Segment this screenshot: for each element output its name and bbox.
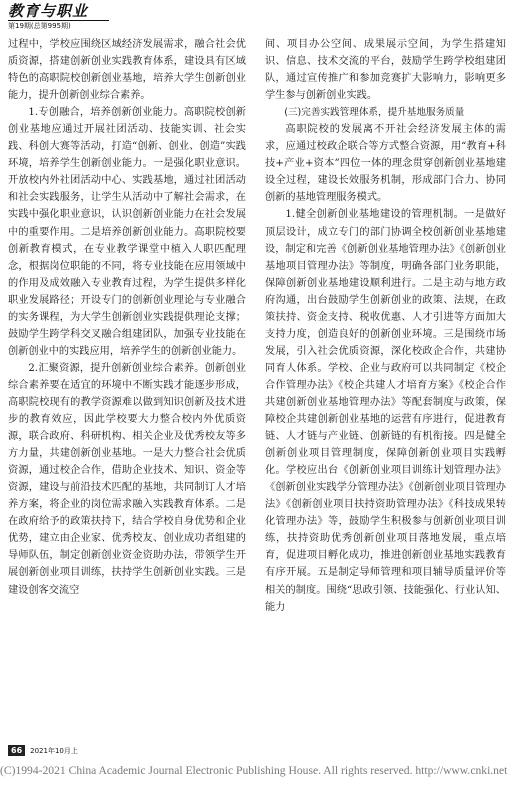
journal-masthead	[8, 3, 109, 29]
left-column	[8, 36, 246, 599]
journal-title: 教育与职业	[8, 2, 89, 20]
paragraph: 1.健全创新创业基地建设的管理机制。一是做好顶层设计，成立专门的部门协调全校创新创业基地建设，制定和完善《创新创业基地管理办法》《创新创业基地项目管理办法》等制度，明确各部门业务职能，保障创新创业基地建设顺利进行。二是主动与地方政府沟通，出台鼓励学生创新创业的政策、法规，在政策扶持、资金支持、税收优惠、人才引进等方面加大支持力度，创造良好的创新创业环境。三是围绕市场发展，引入社会优质资源，深化校政企合作，共建协同育人体系。学校、企业与政府可以共同制定《校企合作管理办法》《校企共建人才培育方案》《校企合作共建创新创业基地管理办法》等配套制度与政策，保障校企共建创新创业基地的运营有序进行，促进教育链、人才链与产业链、创新链的有机衔接。四是健全创新创业项目管理制度，保障创新创业项目实践孵化。学校应出台《创新创业项目训练计划管理办法》《创新创业实践学分管理办法》《创新创业项目管理办法》《创新创业项目扶持资助管理办法》《科技成果转化管理办法》等，鼓励学生积极参与创新创业项目训练，扶持资助优秀创新创业项目落地发展，重点培育，促进项目孵化成功，推进创新创业基地实践教育有序开展。五是制定导师管理和项目辅导质量评价等相关的制度。围绕“思政引领、技能强化、行业认知、能力	[265, 209, 506, 613]
right-column	[265, 36, 506, 616]
paragraph: 间、项目办公空间、成果展示空间，为学生搭建知识、信息、技术交流的平台，鼓励学生跨学校组建团队，通过宣传推广和参加竞赛扩大影响力，影响更多学生参与创新创业实践。	[265, 39, 506, 102]
section-subheading: (三)完善实践管理体系，提升基地服务质量	[284, 107, 465, 119]
paragraph: 1.专创融合，培养创新创业能力。高职院校创新创业基地应通过开展社团活动、技能实训、社会实践、科创大赛等活动，打造“创新、创业、创造”实践环境，培养学生创新创业能力。一是强化职业意识。开放校内外社团活动中心、实践基地，通过社团活动和社会实践服务，让学生从活动中了解社会需求，在实践中强化职业意识，认识创新创业能力在社会发展中的重要作用。二是培养创新创业能力。高职院校要创新教育模式，在专业教学课堂中植入人职匹配理念，根据岗位职能的不同，将专业技能在应用领域中的作用及成效融入专业教育过程，为学生提供多样化职业发展路径；开设专门的创新创业理论与专业融合的实务课程，为大学生创新创业实践提供理论支撑；鼓励学生跨学科交叉融合组建团队，加强专业技能在创新创业中的实践应用，培养学生的创新创业能力。	[8, 107, 246, 357]
paragraph: 高职院校的发展离不开社会经济发展主体的需求，应通过校政企联合等方式整合资源，用“教育+科技+产业+资本”四位一体的理念贯穿创新创业基地建设全过程，建设长效服务机制，形成部门合力、协同创新的基地管理服务模式。	[265, 124, 506, 204]
page-footer	[8, 745, 78, 756]
copyright-watermark: (C)1994-2021 China Academic Journal Electronic Publishing House. All rights reserved. http://www.cnki.net	[0, 764, 508, 777]
paragraph: 2.汇聚资源，提升创新创业综合素养。创新创业综合素养要在适宜的环境中不断实践才能逐步形成，高职院校现有的教学资源难以做到知识创新及技术进步的教育效应，因此学校要大力整合校内外优质资源，联合政府、科研机构、相关企业及优秀校友等多方力量，共建创新创业基地。一是大力整合社会优质资源，通过校企合作，借助企业技术、知识、资金等资源，建设与前沿技术匹配的基地，共同制订人才培养方案，将企业的岗位需求融入实践教育体系。二是在政府给予的政策扶持下，结合学校自身优势和企业优势，建立由企业家、优秀校友、创业成功者组建的导师队伍，制定创新创业资金资助办法，带领学生开展创新创业项目训练，扶持学生创新创业实践。三是建设创客交流空	[8, 362, 246, 596]
page-number: 66	[8, 745, 25, 756]
issue-date: 2021年10月上	[30, 746, 78, 755]
issue-label: 第19期(总第995期)	[8, 20, 109, 31]
paragraph: 过程中，学校应围绕区域经济发展需求，融合社会优质资源，搭建创新创业实践教育体系，建设具有区域特色的高职院校创新创业基地，培养大学生创新创业能力，提升创新创业综合素养。	[8, 39, 246, 102]
